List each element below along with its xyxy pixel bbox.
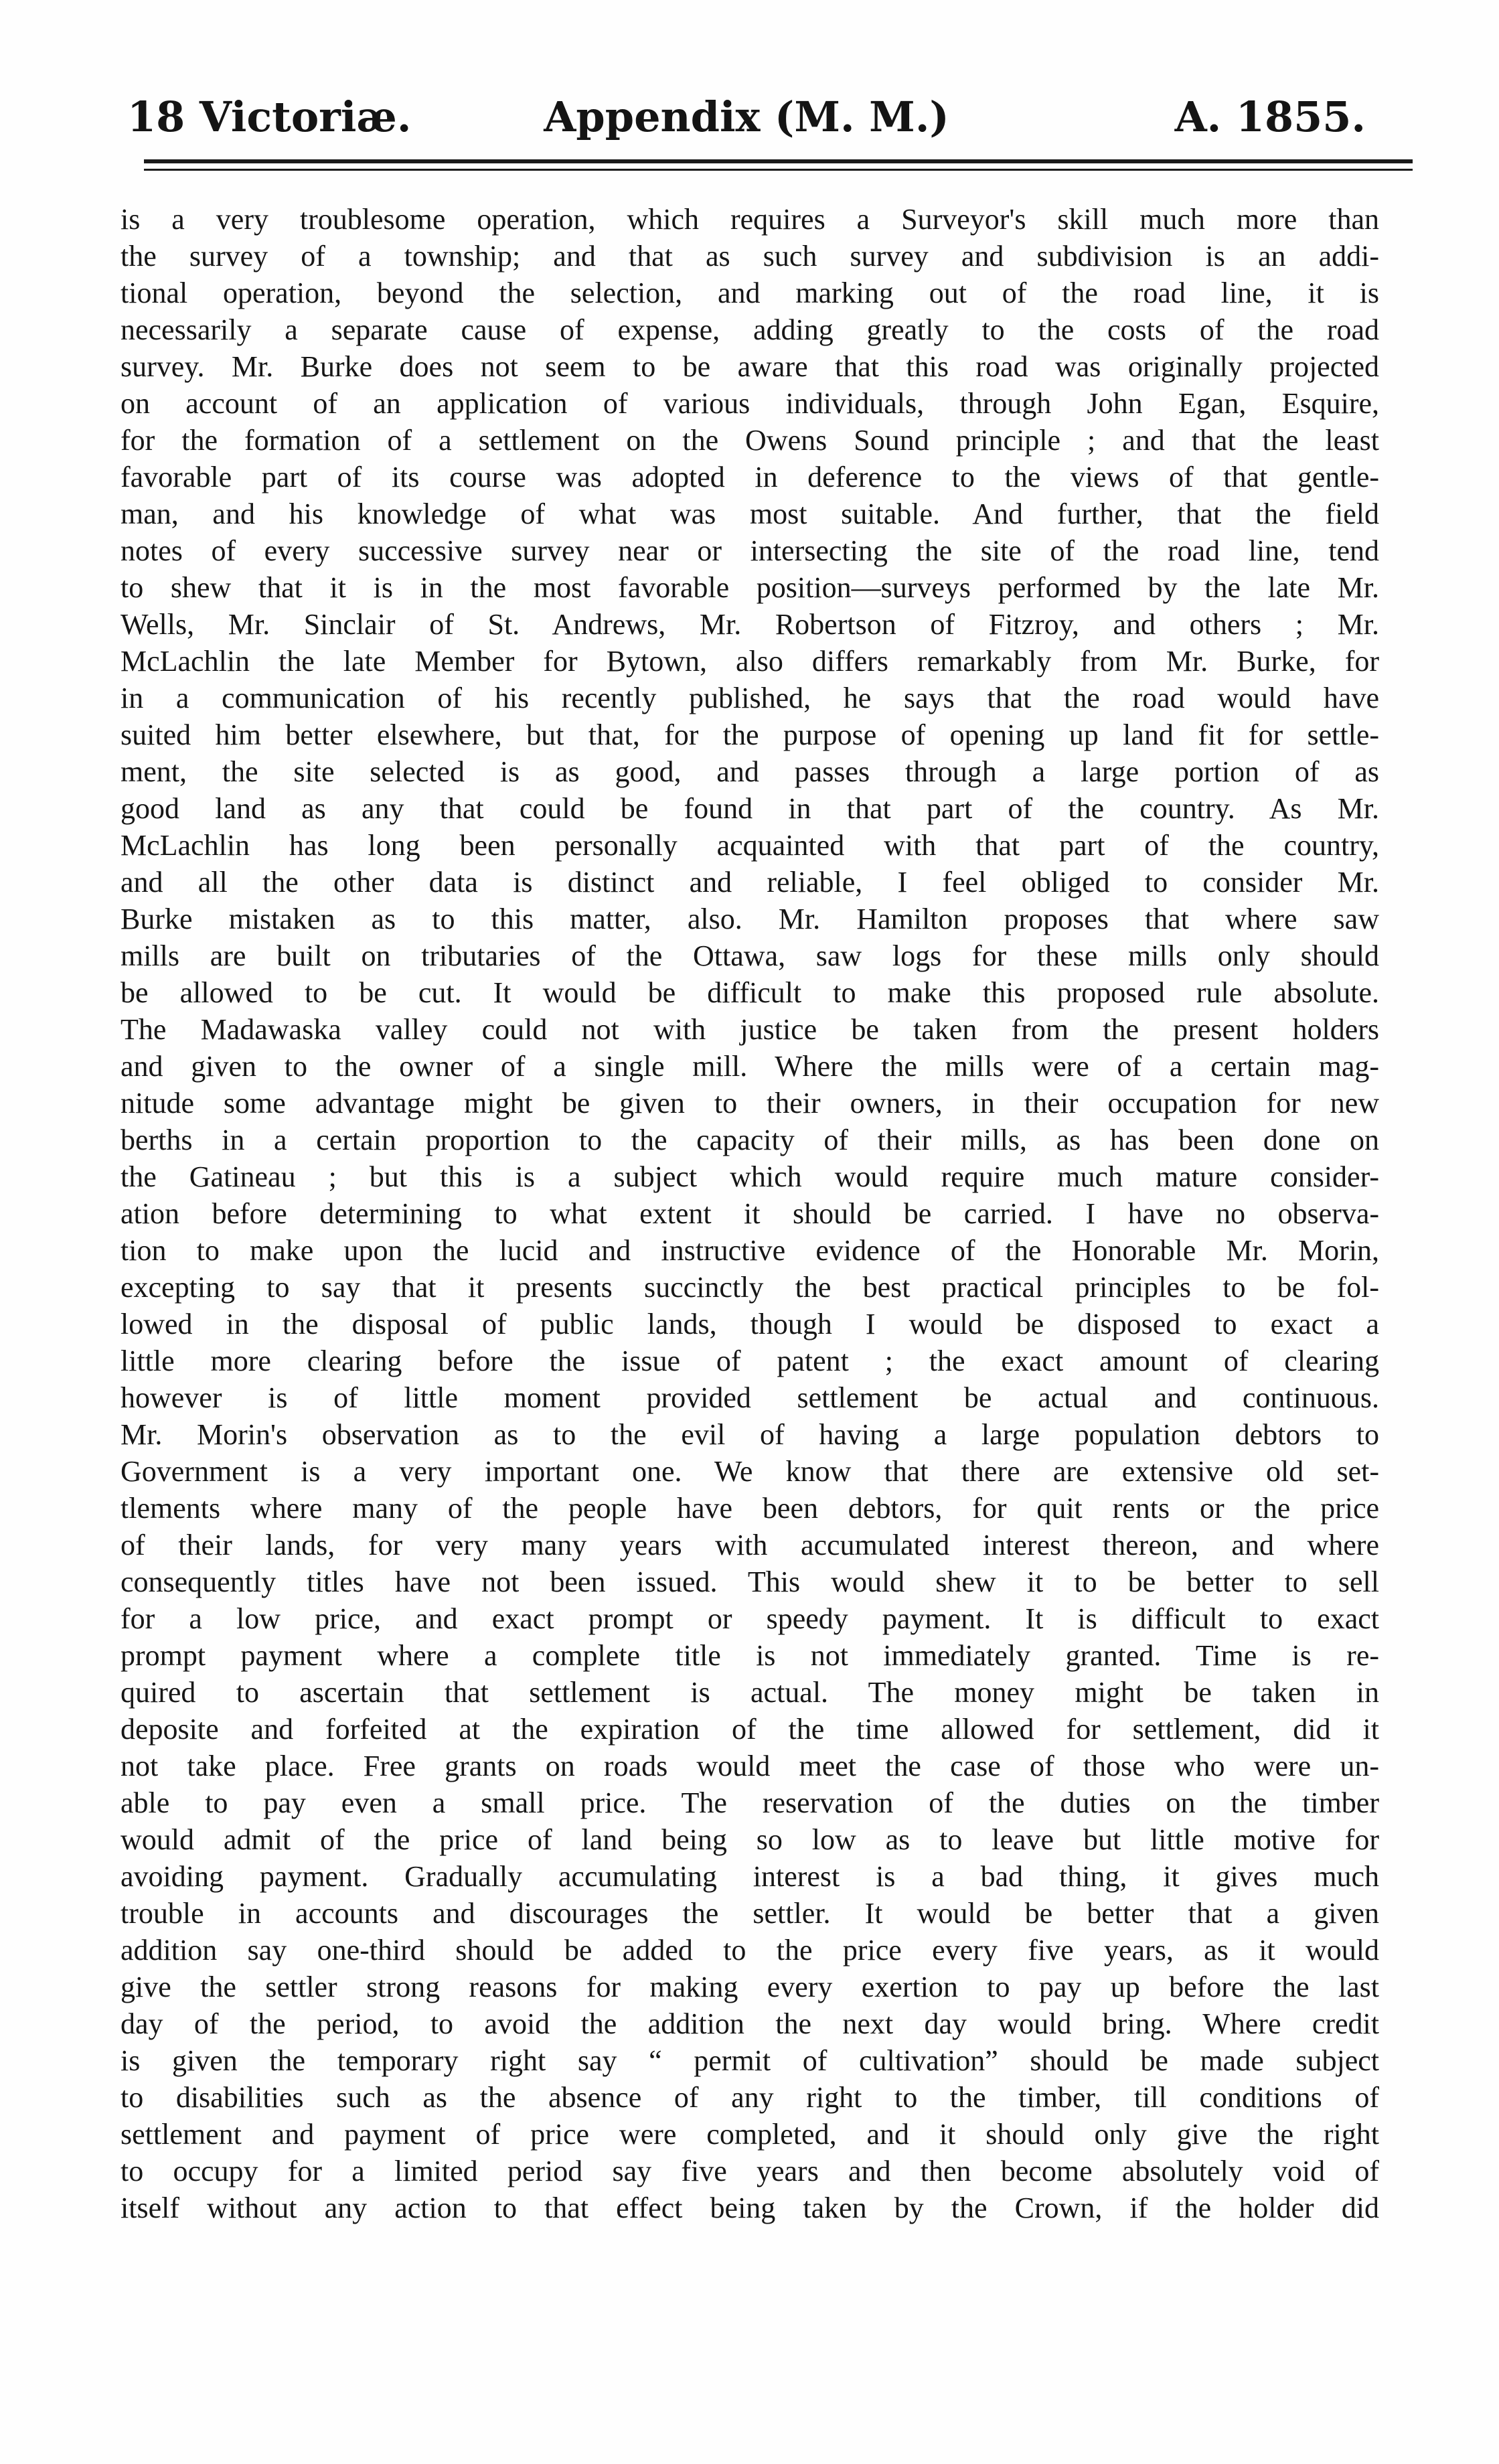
text-line: give the settler strong reasons for making every exertion to pay up before the last (121, 1971, 1379, 2003)
text-line: excepting to say that it presents succinctly the best practical principles to be fol- (121, 1271, 1379, 1304)
text-line: little more clearing before the issue of patent ; the exact amount of clearing (121, 1344, 1379, 1377)
text-line: to disabilities such as the absence of any right to the timber, till conditions of (121, 2081, 1379, 2114)
text-line: would admit of the price of land being so low as to leave but little motive for (121, 1823, 1379, 1856)
text-line: for a low price, and exact prompt or speedy payment. It is difficult to exact (121, 1602, 1379, 1635)
text-line: to shew that it is in the most favorable position—surveys performed by the late Mr. (121, 571, 1379, 604)
text-line: survey. Mr. Burke does not seem to be aware that this road was originally projected (121, 350, 1379, 383)
text-line: deposite and forfeited at the expiration of the time allowed for settlement, did it (121, 1713, 1379, 1746)
text-line: avoiding payment. Gradually accumulating interest is a bad thing, it gives much (121, 1860, 1379, 1893)
text-line: good land as any that could be found in that part of the country. As Mr. (121, 792, 1379, 825)
text-line: consequently titles have not been issued. This would shew it to be better to sell (121, 1565, 1379, 1598)
session-label: 18 Victoriæ. (127, 92, 412, 141)
text-line: and given to the owner of a single mill. Where the mills were of a certain mag- (121, 1050, 1379, 1083)
text-line: trouble in accounts and discourages the settler. It would be better that a given (121, 1897, 1379, 1930)
text-line: be allowed to be cut. It would be difficult to make this proposed rule absolute. (121, 976, 1379, 1009)
text-line: however is of little moment provided settlement be actual and continuous. (121, 1381, 1379, 1414)
page-header (127, 87, 1366, 147)
text-line: addition say one-third should be added to the price every five years, as it would (121, 1934, 1379, 1967)
text-line: and all the other data is distinct and reliable, I feel obliged to consider Mr. (121, 866, 1379, 899)
header-rule-thin (144, 169, 1413, 171)
text-line: to occupy for a limited period say five years and then become absolutely void of (121, 2155, 1379, 2187)
text-line: McLachlin has long been personally acquainted with that part of the country, (121, 829, 1379, 862)
text-line: Burke mistaken as to this matter, also. Mr. Hamilton proposes that where saw (121, 903, 1379, 935)
text-line: not take place. Free grants on roads would meet the case of those who were un- (121, 1750, 1379, 1782)
text-line: the Gatineau ; but this is a subject which would require much mature consider- (121, 1160, 1379, 1193)
text-line: mills are built on tributaries of the Ottawa, saw logs for these mills only should (121, 939, 1379, 972)
text-line: able to pay even a small price. The reservation of the duties on the timber (121, 1786, 1379, 1819)
text-line: nitude some advantage might be given to their owners, in their occupation for new (121, 1087, 1379, 1120)
text-line: notes of every successive survey near or intersecting the site of the road line, tend (121, 534, 1379, 567)
text-line: favorable part of its course was adopted in deference to the views of that gentle- (121, 461, 1379, 493)
text-line: tional operation, beyond the selection, and marking out of the road line, it is (121, 277, 1379, 309)
text-line: berths in a certain proportion to the capacity of their mills, as has been done on (121, 1124, 1379, 1156)
text-line: for the formation of a settlement on the Owens Sound principle ; and that the least (121, 424, 1379, 457)
text-line: prompt payment where a complete title is not immediately granted. Time is re- (121, 1639, 1379, 1672)
text-line: suited him better elsewhere, but that, for the purpose of opening up land fit for settle- (121, 718, 1379, 751)
text-line: itself without any action to that effect being taken by the Crown, if the holder did (121, 2191, 1379, 2224)
year-label: A. 1855. (1174, 92, 1366, 141)
text-line: tion to make upon the lucid and instructive evidence of the Honorable Mr. Morin, (121, 1234, 1379, 1267)
text-line: lowed in the disposal of public lands, though I would be disposed to exact a (121, 1308, 1379, 1340)
text-line: McLachlin the late Member for Bytown, also differs remarkably from Mr. Burke, for (121, 645, 1379, 678)
text-line: Mr. Morin's observation as to the evil of having a large population debtors to (121, 1418, 1379, 1451)
text-line: day of the period, to avoid the addition the next day would bring. Where credit (121, 2007, 1379, 2040)
body-paragraph (121, 201, 1379, 2226)
header-rule-thick (144, 159, 1413, 163)
text-line: tlements where many of the people have been debtors, for quit rents or the price (121, 1492, 1379, 1525)
text-line: ment, the site selected is as good, and passes through a large portion of as (121, 755, 1379, 788)
text-line: settlement and payment of price were completed, and it should only give the right (121, 2118, 1379, 2151)
text-line: man, and his knowledge of what was most suitable. And further, that the field (121, 497, 1379, 530)
text-line: on account of an application of various individuals, through John Egan, Esquire, (121, 387, 1379, 420)
text-line: Government is a very important one. We know that there are extensive old set- (121, 1455, 1379, 1488)
text-line: necessarily a separate cause of expense, adding greatly to the costs of the road (121, 313, 1379, 346)
text-line: is a very troublesome operation, which requires a Surveyor's skill much more than (121, 203, 1379, 236)
text-line: of their lands, for very many years with accumulated interest thereon, and where (121, 1529, 1379, 1561)
text-line: quired to ascertain that settlement is actual. The money might be taken in (121, 1676, 1379, 1709)
appendix-title: Appendix (M. M.) (544, 92, 949, 141)
text-line: the survey of a township; and that as such survey and subdivision is an addi- (121, 240, 1379, 273)
text-line: is given the temporary right say “ permit of cultivation” should be made subject (121, 2044, 1379, 2077)
text-line: ation before determining to what extent it should be carried. I have no observa- (121, 1197, 1379, 1230)
text-line: in a communication of his recently published, he says that the road would have (121, 682, 1379, 714)
text-line: The Madawaska valley could not with justice be taken from the present holders (121, 1013, 1379, 1046)
text-line: Wells, Mr. Sinclair of St. Andrews, Mr. Robertson of Fitzroy, and others ; Mr. (121, 608, 1379, 641)
